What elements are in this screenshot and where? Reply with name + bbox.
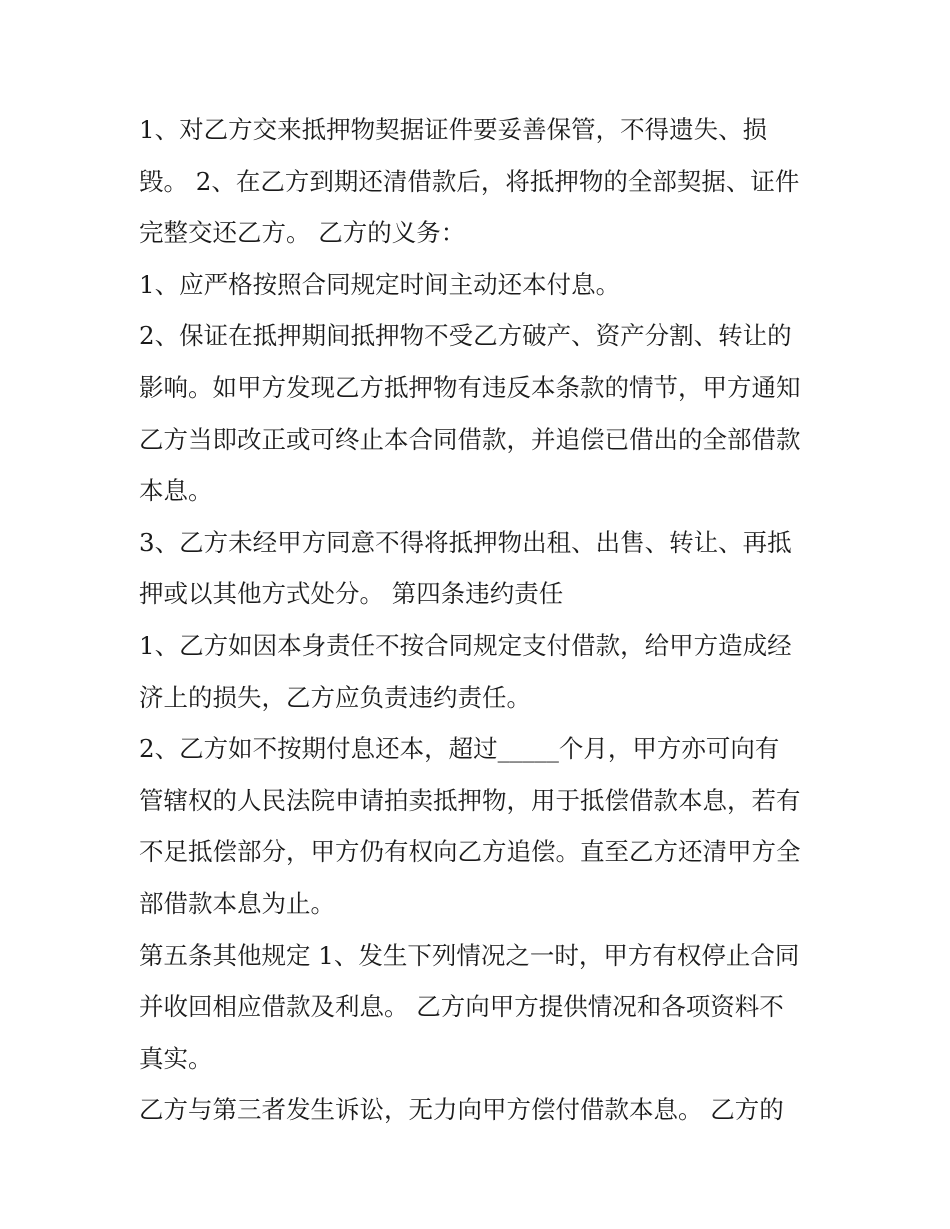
text-line: 押或以其他方式处分。 第四条违约责任: [139, 579, 564, 609]
text-line: 乙方与第三者发生诉讼，无力向甲方偿付借款本息。 乙方的: [139, 1095, 784, 1125]
text-line: 2、乙方如不按期付息还本，超过_____个月，甲方亦可向有: [139, 734, 780, 764]
text-line: 管辖权的人民法院申请拍卖抵押物，用于抵偿借款本息，若有: [139, 785, 801, 815]
text-line: 毁。 2、在乙方到期还清借款后，将抵押物的全部契据、证件: [139, 166, 800, 196]
document-body: [139, 104, 819, 1136]
text-line: 本息。: [139, 476, 213, 506]
text-line: 影响。如甲方发现乙方抵押物有违反本条款的情节，甲方通知: [139, 372, 801, 402]
text-line: 1、对乙方交来抵押物契据证件要妥善保管，不得遗失、损: [139, 115, 768, 144]
text-line: 第五条其他规定 1、发生下列情况之一时，甲方有权停止合同: [139, 940, 800, 970]
text-line: 2、保证在抵押期间抵押物不受乙方破产、资产分割、转让的: [139, 321, 792, 351]
text-line: 乙方当即改正或可终止本合同借款，并追偿已借出的全部借款: [139, 424, 801, 454]
text-line: 3、乙方未经甲方同意不得将抵押物出租、出售、转让、再抵: [139, 527, 792, 557]
text-line: 不足抵偿部分，甲方仍有权向乙方追偿。直至乙方还清甲方全: [139, 837, 801, 867]
text-line: 1、应严格按照合同规定时间主动还本付息。: [139, 269, 621, 299]
text-line: 1、乙方如因本身责任不按合同规定支付借款，给甲方造成经: [139, 630, 792, 660]
text-line: 并收回相应借款及利息。 乙方向甲方提供情况和各项资料不: [139, 992, 784, 1022]
text-line: 完整交还乙方。 乙方的义务：: [139, 218, 466, 248]
text-line: 真实。: [139, 1043, 213, 1073]
text-line: 济上的损失，乙方应负责违约责任。: [139, 682, 531, 712]
text-line: 部借款本息为止。: [139, 888, 335, 918]
